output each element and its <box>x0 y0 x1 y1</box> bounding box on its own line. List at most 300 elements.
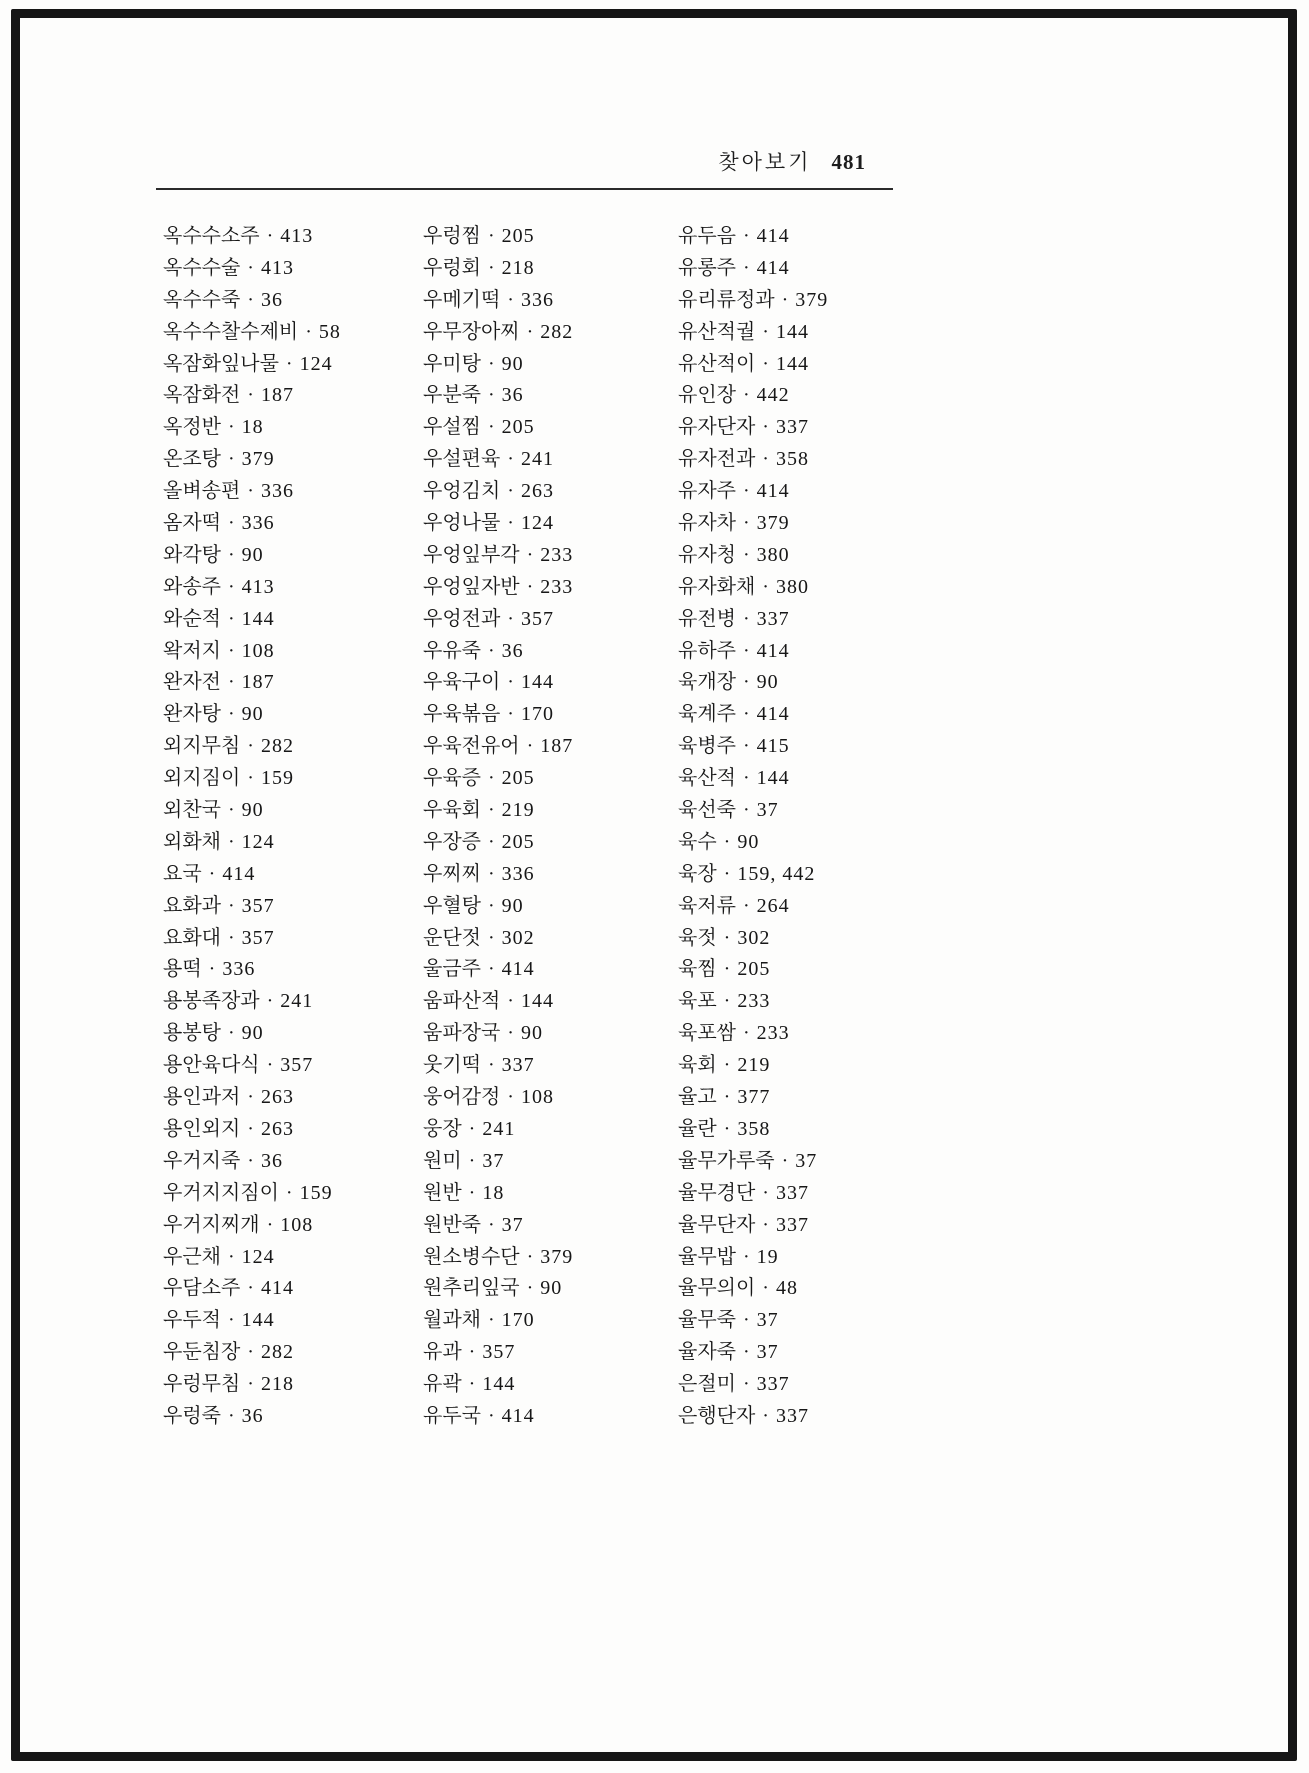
entry-separator: · <box>487 1054 495 1077</box>
index-entry <box>163 604 423 636</box>
entry-separator: · <box>247 767 254 790</box>
entry-page: 302 <box>501 926 535 949</box>
entry-separator: · <box>526 543 534 566</box>
entry-term: 원미 <box>423 1149 462 1172</box>
entry-page: 358 <box>775 448 809 471</box>
entry-term: 우엉나물 <box>423 512 501 535</box>
entry-page: 336 <box>260 480 294 503</box>
index-entry <box>423 667 678 699</box>
entry-page: 90 <box>756 671 779 694</box>
entry-term: 외지짐이 <box>163 767 241 790</box>
entry-page: 36 <box>260 1149 283 1172</box>
index-entry <box>678 1082 896 1114</box>
index-entry <box>678 859 896 891</box>
index-entry <box>678 253 896 285</box>
index-entry <box>423 954 678 986</box>
index-entry <box>678 986 896 1018</box>
entry-page: 205 <box>737 958 771 981</box>
entry-page: 90 <box>737 830 760 853</box>
entry-term: 요국 <box>163 862 202 885</box>
index-entry <box>163 317 423 349</box>
index-entry <box>423 699 678 731</box>
entry-term: 원추리잎국 <box>423 1277 520 1300</box>
entry-page: 108 <box>241 639 275 662</box>
entry-separator: · <box>227 512 235 535</box>
index-column-1 <box>163 221 423 1433</box>
entry-page: 336 <box>241 512 275 535</box>
entry-separator: · <box>247 1373 254 1396</box>
entry-separator: · <box>266 225 274 247</box>
entry-term: 우거지죽 <box>163 1149 241 1172</box>
index-entry <box>163 540 423 572</box>
index-entry <box>163 1210 423 1242</box>
entry-term: 육장 <box>678 862 717 885</box>
entry-separator: · <box>468 1117 476 1140</box>
index-columns <box>163 221 896 1433</box>
entry-separator: · <box>247 1277 254 1300</box>
entry-term: 우분죽 <box>423 384 481 407</box>
entry-page: 379 <box>795 288 829 311</box>
index-entry <box>423 540 678 572</box>
entry-term: 용떡 <box>163 958 202 981</box>
entry-term: 육병주 <box>678 735 736 758</box>
index-entry <box>678 1369 896 1401</box>
index-entry <box>423 476 678 508</box>
entry-separator: · <box>266 1054 274 1077</box>
index-entry <box>678 795 896 827</box>
entry-page: 357 <box>280 1054 314 1077</box>
entry-term: 우둔침장 <box>163 1341 241 1364</box>
entry-separator: · <box>723 990 731 1013</box>
entry-page: 377 <box>737 1086 771 1109</box>
entry-term: 유전병 <box>678 607 736 630</box>
entry-term: 옥수수찰수제비 <box>163 320 299 343</box>
index-entry <box>423 253 678 285</box>
entry-page: 219 <box>501 799 535 822</box>
entry-term: 율무밥 <box>678 1245 736 1268</box>
entry-separator: · <box>507 1086 514 1109</box>
entry-page: 241 <box>280 990 314 1013</box>
entry-page: 37 <box>756 1309 779 1332</box>
entry-page: 90 <box>520 1022 543 1045</box>
entry-separator: · <box>742 767 750 790</box>
entry-page: 336 <box>222 958 256 981</box>
entry-separator: · <box>762 416 769 439</box>
index-entry <box>163 859 423 891</box>
entry-separator: · <box>507 512 514 535</box>
entry-term: 육찜 <box>678 958 717 981</box>
entry-page: 90 <box>241 703 264 726</box>
index-entry <box>678 699 896 731</box>
entry-page: 241 <box>482 1117 516 1140</box>
index-entry <box>423 731 678 763</box>
index-entry <box>423 1178 678 1210</box>
entry-term: 움파장국 <box>423 1022 501 1045</box>
entry-separator: · <box>468 1373 476 1396</box>
entry-separator: · <box>285 352 293 375</box>
index-entry <box>163 731 423 763</box>
entry-separator: · <box>227 448 235 471</box>
entry-separator: · <box>742 1245 750 1268</box>
entry-separator: · <box>507 607 514 630</box>
entry-separator: · <box>468 1341 476 1364</box>
page-header <box>160 146 892 176</box>
entry-page: 205 <box>501 416 535 439</box>
entry-page: 144 <box>241 1309 275 1332</box>
entry-page: 187 <box>260 384 294 407</box>
index-entry <box>163 636 423 668</box>
entry-term: 옥잠화전 <box>163 384 241 407</box>
entry-term: 유산적궐 <box>678 320 756 343</box>
entry-term: 우담소주 <box>163 1277 241 1300</box>
index-entry <box>678 1178 896 1210</box>
entry-separator: · <box>742 1373 750 1396</box>
entry-term: 우육전유어 <box>423 735 520 758</box>
entry-separator: · <box>227 1404 235 1427</box>
entry-term: 옴자떡 <box>163 512 221 535</box>
entry-page: 357 <box>241 926 275 949</box>
entry-term: 외지무침 <box>163 735 241 758</box>
index-title: 찾아보기 <box>718 150 812 174</box>
entry-term: 유산적이 <box>678 352 756 375</box>
entry-page: 413 <box>280 225 314 247</box>
entry-separator: · <box>723 862 731 885</box>
index-entry <box>678 731 896 763</box>
entry-separator: · <box>507 288 514 311</box>
entry-page: 37 <box>756 799 779 822</box>
index-entry <box>163 1273 423 1305</box>
index-entry <box>678 604 896 636</box>
entry-page: 233 <box>540 575 574 598</box>
entry-separator: · <box>487 926 495 949</box>
entry-separator: · <box>723 1086 731 1109</box>
entry-separator: · <box>208 862 216 885</box>
entry-separator: · <box>742 671 750 694</box>
index-entry <box>678 572 896 604</box>
entry-page: 90 <box>540 1277 563 1300</box>
entry-separator: · <box>723 1054 731 1077</box>
entry-page: 380 <box>756 543 790 566</box>
entry-page: 187 <box>241 671 275 694</box>
entry-page: 414 <box>501 1404 535 1427</box>
entry-page: 219 <box>737 1054 771 1077</box>
index-entry <box>163 1082 423 1114</box>
entry-separator: · <box>507 1022 514 1045</box>
page-number: 481 <box>831 150 866 174</box>
entry-separator: · <box>762 1213 769 1236</box>
entry-page: 414 <box>756 703 790 726</box>
entry-page: 144 <box>775 320 809 343</box>
entry-separator: · <box>742 799 750 822</box>
entry-separator: · <box>526 575 534 598</box>
index-entry <box>163 1369 423 1401</box>
entry-term: 은행단자 <box>678 1404 756 1427</box>
entry-separator: · <box>208 958 216 981</box>
entry-page: 58 <box>318 320 341 343</box>
entry-separator: · <box>305 320 312 343</box>
entry-term: 유두국 <box>423 1404 481 1427</box>
index-entry <box>678 954 896 986</box>
entry-separator: · <box>762 448 769 471</box>
entry-page: 19 <box>756 1245 779 1268</box>
index-entry <box>678 476 896 508</box>
entry-term: 율무가루죽 <box>678 1149 775 1172</box>
entry-separator: · <box>507 703 514 726</box>
entry-term: 율무의이 <box>678 1277 756 1300</box>
entry-separator: · <box>507 480 514 503</box>
entry-term: 원소병수단 <box>423 1245 520 1268</box>
entry-term: 웃기떡 <box>423 1054 481 1077</box>
entry-page: 144 <box>482 1373 516 1396</box>
entry-separator: · <box>227 543 235 566</box>
entry-term: 육포쌈 <box>678 1022 736 1045</box>
entry-separator: · <box>742 1341 750 1364</box>
entry-page: 124 <box>520 512 554 535</box>
entry-term: 율무죽 <box>678 1309 736 1332</box>
index-entry <box>423 1146 678 1178</box>
entry-term: 육개장 <box>678 671 736 694</box>
entry-term: 우미탕 <box>423 352 481 375</box>
entry-page: 337 <box>501 1054 535 1077</box>
index-entry <box>163 891 423 923</box>
entry-page: 144 <box>241 607 275 630</box>
index-entry <box>678 317 896 349</box>
index-entry <box>423 636 678 668</box>
entry-separator: · <box>487 384 495 407</box>
entry-page: 90 <box>241 1022 264 1045</box>
index-entry <box>423 923 678 955</box>
entry-term: 용봉탕 <box>163 1022 221 1045</box>
entry-separator: · <box>266 990 274 1013</box>
index-entry <box>163 349 423 381</box>
index-entry <box>423 221 678 253</box>
entry-term: 움파산적 <box>423 990 501 1013</box>
entry-separator: · <box>526 735 534 758</box>
index-entry <box>423 795 678 827</box>
index-entry <box>678 1273 896 1305</box>
entry-page: 442 <box>756 384 790 407</box>
index-entry <box>163 1018 423 1050</box>
entry-separator: · <box>247 384 254 407</box>
entry-separator: · <box>227 926 235 949</box>
entry-term: 우렁찜 <box>423 225 481 247</box>
entry-term: 와각탕 <box>163 543 221 566</box>
entry-page: 205 <box>501 767 535 790</box>
entry-term: 육선죽 <box>678 799 736 822</box>
entry-page: 414 <box>756 480 790 503</box>
entry-term: 우유죽 <box>423 639 481 662</box>
entry-page: 337 <box>756 607 790 630</box>
entry-page: 233 <box>737 990 771 1013</box>
entry-separator: · <box>742 1309 750 1332</box>
entry-separator: · <box>487 799 495 822</box>
entry-term: 유인장 <box>678 384 736 407</box>
entry-separator: · <box>742 512 750 535</box>
index-column-2 <box>423 221 678 1433</box>
entry-page: 282 <box>540 320 574 343</box>
entry-separator: · <box>487 1213 495 1236</box>
entry-term: 와순적 <box>163 607 221 630</box>
entry-term: 외찬국 <box>163 799 221 822</box>
entry-term: 유자단자 <box>678 416 756 439</box>
entry-separator: · <box>781 288 789 311</box>
entry-page: 413 <box>260 256 294 279</box>
index-entry <box>678 444 896 476</box>
entry-page: 36 <box>260 288 283 311</box>
entry-term: 유리류정과 <box>678 288 775 311</box>
entry-separator: · <box>227 607 235 630</box>
entry-term: 유하주 <box>678 639 736 662</box>
entry-page: 233 <box>756 1022 790 1045</box>
entry-separator: · <box>227 830 235 853</box>
entry-page: 48 <box>775 1277 798 1300</box>
entry-page: 337 <box>775 416 809 439</box>
entry-term: 우두적 <box>163 1309 221 1332</box>
entry-term: 옥수수술 <box>163 256 241 279</box>
index-entry <box>678 827 896 859</box>
entry-term: 유롱주 <box>678 256 736 279</box>
entry-separator: · <box>468 1149 476 1172</box>
index-entry <box>678 1050 896 1082</box>
entry-separator: · <box>762 575 769 598</box>
entry-separator: · <box>227 1022 235 1045</box>
entry-term: 유두음 <box>678 225 736 247</box>
entry-page: 336 <box>520 288 554 311</box>
entry-page: 124 <box>241 830 275 853</box>
entry-term: 원반 <box>423 1181 462 1204</box>
entry-page: 282 <box>260 735 294 758</box>
entry-separator: · <box>742 735 750 758</box>
entry-term: 완자탕 <box>163 703 221 726</box>
entry-page: 205 <box>501 830 535 853</box>
entry-page: 414 <box>756 225 790 247</box>
entry-separator: · <box>781 1149 789 1172</box>
entry-page: 415 <box>756 735 790 758</box>
entry-page: 90 <box>501 352 524 375</box>
entry-term: 웅어감정 <box>423 1086 501 1109</box>
index-entry <box>163 444 423 476</box>
index-entry <box>423 1401 678 1433</box>
entry-term: 원반죽 <box>423 1213 481 1236</box>
entry-separator: · <box>227 1309 235 1332</box>
index-entry <box>678 1114 896 1146</box>
entry-separator: · <box>762 352 769 375</box>
entry-page: 36 <box>241 1404 264 1427</box>
index-entry <box>423 1210 678 1242</box>
entry-separator: · <box>247 480 254 503</box>
entry-term: 요화대 <box>163 926 221 949</box>
entry-term: 유자차 <box>678 512 736 535</box>
entry-term: 웅장 <box>423 1117 462 1140</box>
entry-separator: · <box>742 480 750 503</box>
header-rule <box>156 188 893 190</box>
entry-page: 144 <box>756 767 790 790</box>
entry-separator: · <box>487 1404 495 1427</box>
entry-term: 유과 <box>423 1341 462 1364</box>
index-entry <box>423 1305 678 1337</box>
entry-separator: · <box>723 830 731 853</box>
entry-term: 요화과 <box>163 894 221 917</box>
index-entry <box>163 763 423 795</box>
entry-term: 와송주 <box>163 575 221 598</box>
index-entry <box>163 412 423 444</box>
entry-page: 170 <box>520 703 554 726</box>
index-entry <box>423 317 678 349</box>
entry-page: 124 <box>241 1245 275 1268</box>
entry-term: 우설찜 <box>423 416 481 439</box>
entry-term: 우육회 <box>423 799 481 822</box>
entry-separator: · <box>723 958 731 981</box>
index-entry <box>423 1082 678 1114</box>
entry-term: 우엉김치 <box>423 480 501 503</box>
entry-separator: · <box>742 225 750 247</box>
entry-term: 유곽 <box>423 1373 462 1396</box>
entry-separator: · <box>742 256 750 279</box>
entry-page: 90 <box>241 543 264 566</box>
entry-term: 율란 <box>678 1117 717 1140</box>
index-entry <box>423 412 678 444</box>
entry-page: 357 <box>241 894 275 917</box>
entry-term: 우육구이 <box>423 671 501 694</box>
entry-term: 왁저지 <box>163 639 221 662</box>
entry-page: 379 <box>241 448 275 471</box>
entry-separator: · <box>526 1245 534 1268</box>
entry-term: 유자주 <box>678 480 736 503</box>
index-entry <box>678 508 896 540</box>
index-entry <box>678 1242 896 1274</box>
index-entry <box>163 699 423 731</box>
entry-term: 우근채 <box>163 1245 221 1268</box>
entry-separator: · <box>227 575 235 598</box>
entry-page: 414 <box>222 862 256 885</box>
index-entry <box>163 1305 423 1337</box>
entry-page: 37 <box>482 1149 505 1172</box>
entry-page: 357 <box>520 607 554 630</box>
index-entry <box>423 604 678 636</box>
entry-separator: · <box>227 703 235 726</box>
index-entry <box>163 923 423 955</box>
entry-term: 옥정반 <box>163 416 221 439</box>
index-entry <box>678 412 896 444</box>
index-entry <box>678 285 896 317</box>
entry-term: 육계주 <box>678 703 736 726</box>
index-entry <box>678 1018 896 1050</box>
index-entry <box>423 1050 678 1082</box>
entry-term: 우엉잎자반 <box>423 575 520 598</box>
entry-term: 우장증 <box>423 830 481 853</box>
index-column-3 <box>678 221 896 1433</box>
index-entry <box>423 349 678 381</box>
entry-term: 우거지지짐이 <box>163 1181 279 1204</box>
entry-page: 90 <box>501 894 524 917</box>
entry-term: 율고 <box>678 1086 717 1109</box>
entry-separator: · <box>723 1117 731 1140</box>
index-entry <box>163 508 423 540</box>
entry-term: 우무장아찌 <box>423 320 520 343</box>
entry-page: 357 <box>482 1341 516 1364</box>
index-entry <box>678 891 896 923</box>
index-entry <box>163 221 423 253</box>
entry-term: 우렁죽 <box>163 1404 221 1427</box>
entry-separator: · <box>507 990 514 1013</box>
entry-term: 올벼송편 <box>163 480 241 503</box>
entry-term: 우엉전과 <box>423 607 501 630</box>
entry-page: 282 <box>260 1341 294 1364</box>
index-entry <box>423 285 678 317</box>
entry-page: 414 <box>501 958 535 981</box>
entry-term: 우찌찌 <box>423 862 481 885</box>
entry-page: 337 <box>775 1181 809 1204</box>
